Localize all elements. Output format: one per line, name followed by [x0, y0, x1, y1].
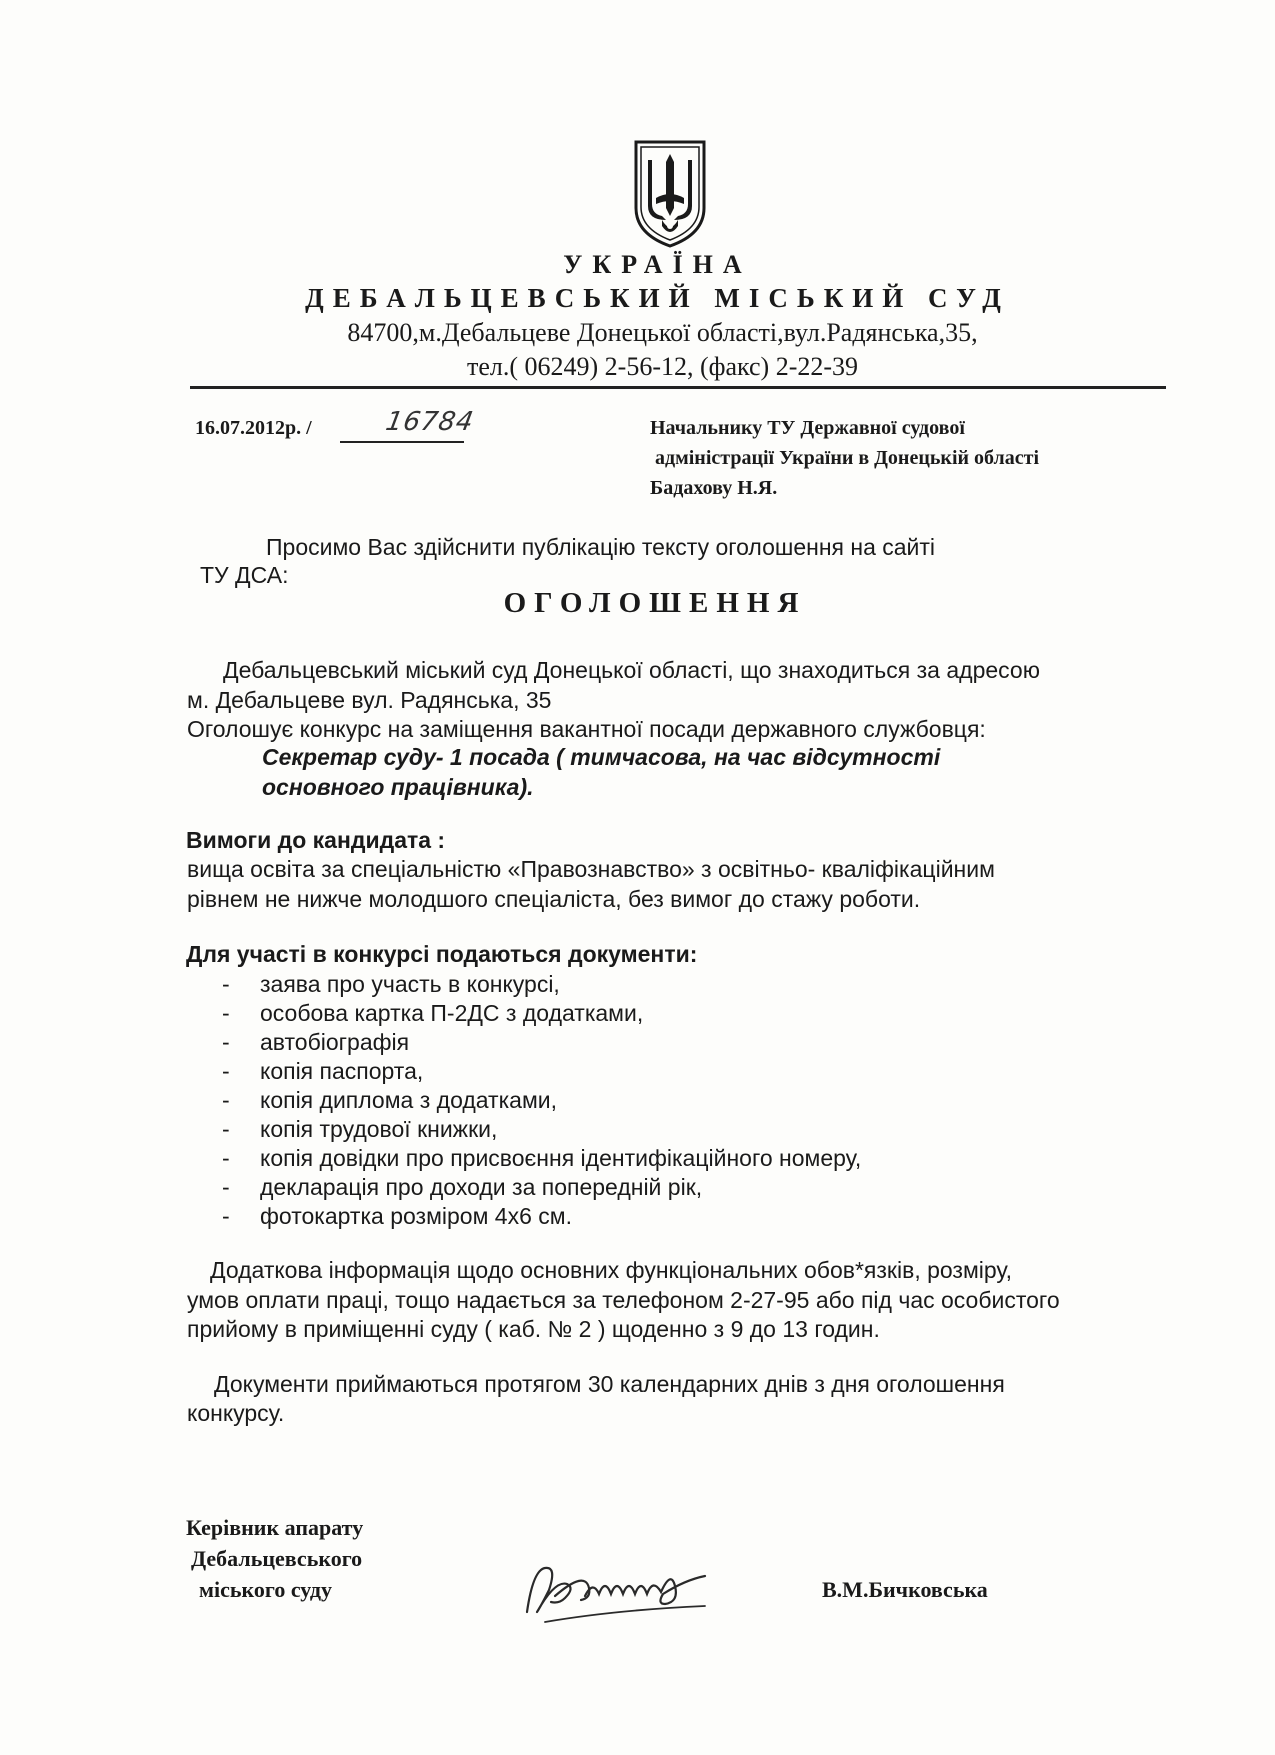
document-item: - копія довідки про присвоєння ідентифікаційного номеру, [222, 1145, 862, 1171]
country-title: УКРАЇНА [563, 250, 752, 279]
list-bullet: - [222, 971, 230, 997]
additional-info-line-2: умов оплати праці, тощо надається за телефоном 2-27-95 або під час особистого [187, 1287, 1060, 1313]
document-item: - копія трудової книжки, [222, 1116, 498, 1142]
handwritten-signature [515, 1540, 725, 1630]
letter-date: 16.07.2012р. / [195, 417, 312, 439]
document-item: - особова картка П-2ДС з додатками, [222, 1000, 644, 1026]
additional-info-line-1: Додаткова інформація щодо основних функціональних обов*язків, розміру, [210, 1257, 1013, 1283]
notice-intro-line-1: Дебальцевський міський суд Донецької області, що знаходиться за адресою [223, 657, 1040, 683]
additional-info-line-3: прийому в приміщенні суду ( каб. № 2 ) щоденно з 9 до 13 годин. [187, 1316, 880, 1342]
documents-heading: Для участі в конкурсі подаються документи: [186, 941, 698, 967]
request-line-1: Просимо Вас здійснити публікацію тексту оголошення на сайті [266, 534, 936, 560]
signatory-title-line-3: міського суду [199, 1577, 333, 1602]
signatory-title-line-2: Дебальцевського [191, 1546, 363, 1571]
requirements-line-1: вища освіта за спеціальністю «Правознавство» з освітньо- кваліфікаційним [187, 856, 995, 882]
document-item: - копія паспорта, [222, 1058, 424, 1084]
trident-emblem-icon [630, 138, 710, 250]
reg-number-underline [340, 441, 464, 443]
vacancy-position-line-2: основного працівника). [262, 774, 534, 800]
list-bullet: - [222, 1174, 230, 1200]
signatory-name: В.М.Бичковська [822, 1577, 988, 1602]
requirements-line-2: рівнем не нижче молодшого спеціаліста, без вимог до стажу роботи. [187, 886, 921, 912]
list-bullet: - [222, 1029, 230, 1055]
list-bullet: - [222, 1000, 230, 1026]
addressee-line-2: адміністрації України в Донецькій області [655, 447, 1040, 469]
document-item: - копія диплома з додатками, [222, 1087, 558, 1113]
deadline-line-1: Документи приймаються протягом 30 календарних днів з дня оголошення [214, 1371, 1005, 1397]
addressee-line-3: Бадахову Н.Я. [650, 477, 778, 499]
list-bullet: - [222, 1203, 230, 1229]
deadline-line-2: конкурсу. [187, 1400, 285, 1426]
notice-intro-line-2: м. Дебальцеве вул. Радянська, 35 [187, 687, 552, 713]
header-divider [190, 386, 1166, 389]
signatory-title-line-1: Керівник апарату [186, 1515, 364, 1540]
list-bullet: - [222, 1058, 230, 1084]
court-phone: тел.( 06249) 2-56-12, (факс) 2-22-39 [466, 352, 859, 381]
vacancy-position-line-1: Секретар суду- 1 посада ( тимчасова, на час відсутності [262, 744, 941, 770]
list-bullet: - [222, 1087, 230, 1113]
document-item: - автобіографія [222, 1029, 410, 1055]
document-item: - фотокартка розміром 4х6 см. [222, 1203, 572, 1229]
notice-intro-line-3: Оголошує конкурс на заміщення вакантної посади державного службовця: [187, 716, 986, 742]
list-bullet: - [222, 1145, 230, 1171]
reg-number-handwritten: 16784 [383, 407, 477, 437]
requirements-heading: Вимоги до кандидата : [186, 827, 446, 853]
court-address: 84700,м.Дебальцеве Донецької області,вул.Радянська,35, [347, 318, 978, 347]
document-item: - декларація про доходи за попередній рік, [222, 1174, 703, 1200]
notice-title: ОГОЛОШЕННЯ [503, 587, 807, 619]
list-bullet: - [222, 1116, 230, 1142]
request-line-2: ТУ ДСА: [200, 562, 289, 588]
document-item: - заява про участь в конкурсі, [222, 971, 560, 997]
court-name: ДЕБАЛЬЦЕВСЬКИЙ МІСЬКИЙ СУД [305, 283, 1010, 313]
addressee-line-1: Начальнику ТУ Державної судової [650, 417, 965, 439]
